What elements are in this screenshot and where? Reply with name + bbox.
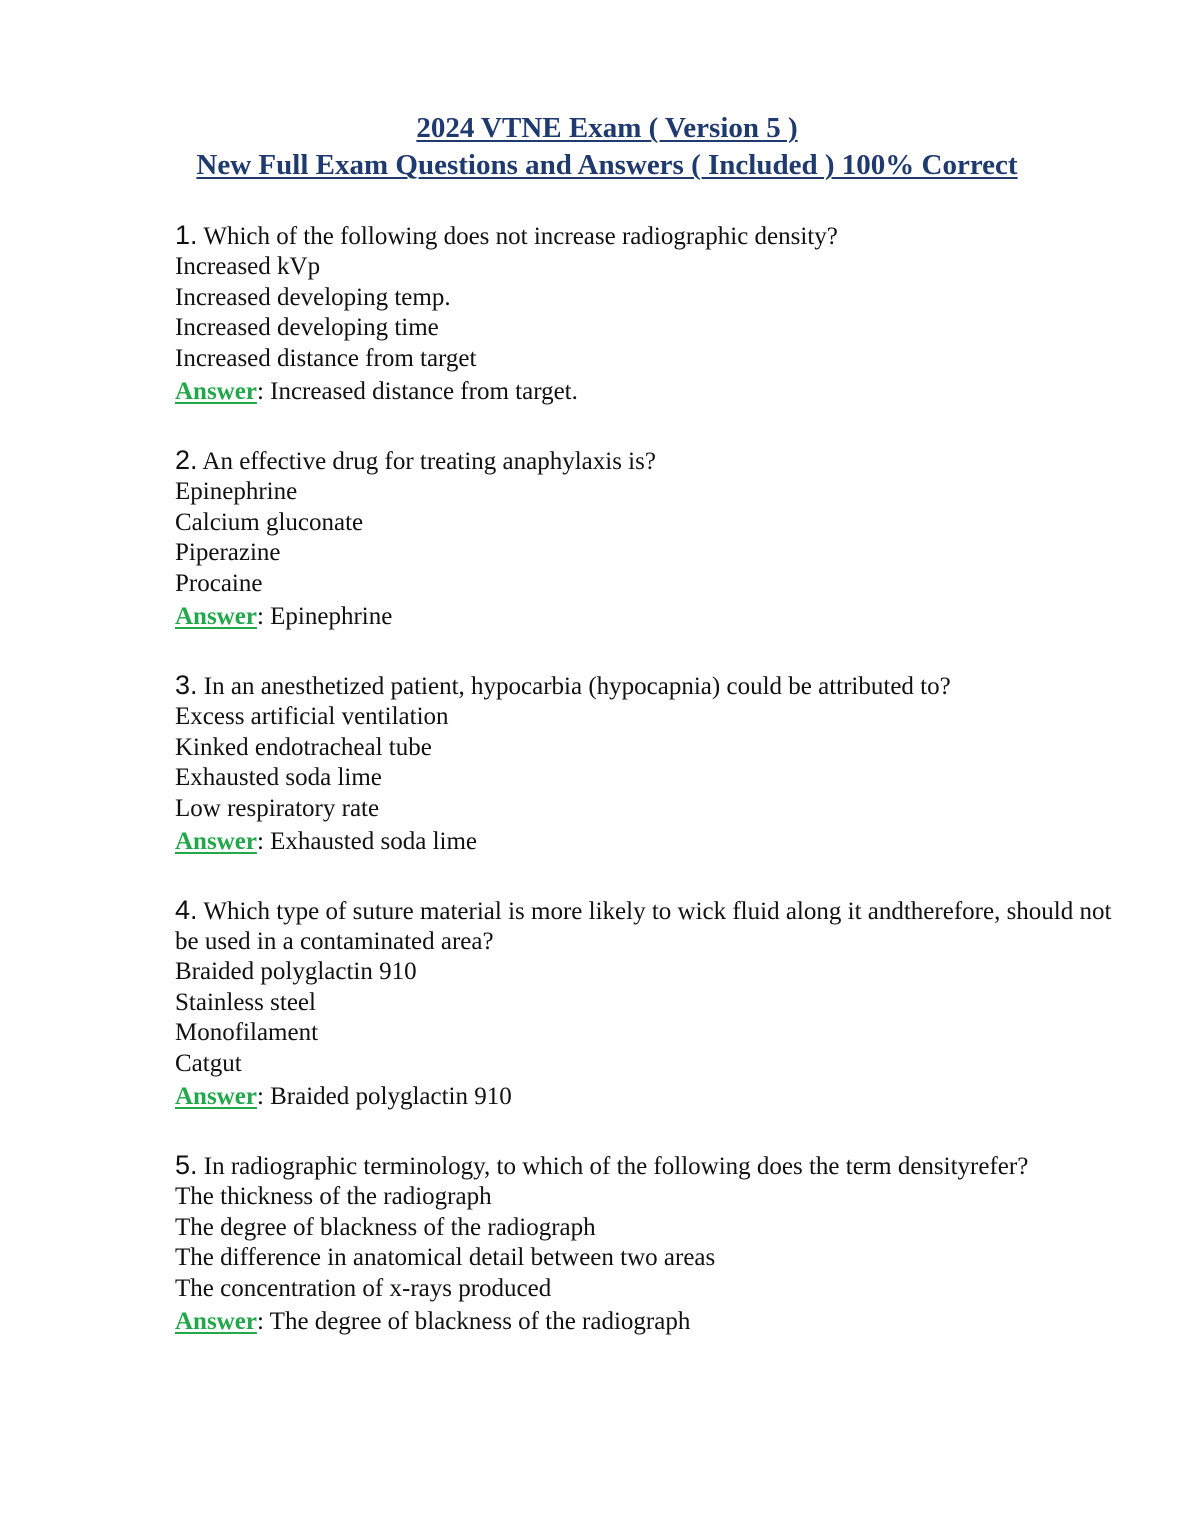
option: Low respiratory rate [175, 794, 380, 822]
answer-line [175, 827, 1115, 857]
question-number: 3. [175, 670, 198, 700]
answer-label: Answer [175, 1308, 257, 1335]
question-text [175, 1150, 1115, 1182]
question-5 [175, 1150, 1115, 1337]
question-number: 4. [175, 895, 198, 925]
answer-label: Answer [175, 1083, 257, 1110]
answer-label: Answer [175, 828, 257, 855]
question-number: 5. [175, 1150, 198, 1180]
document-subtitle: New Full Exam Questions and Answers ( Included ) 100% Correct [196, 149, 1018, 181]
answer-text: : Exhausted soda lime [256, 828, 478, 855]
question-number: 2. [175, 445, 198, 475]
question-text [175, 895, 1115, 957]
option: Increased developing time [175, 314, 439, 341]
answer-text: : Epinephrine [256, 603, 393, 630]
option: Exhausted soda lime [175, 764, 382, 791]
option: Calcium gluconate [175, 508, 364, 536]
answer-line [175, 1082, 1115, 1112]
option: Piperazine [175, 539, 281, 566]
answer-line [175, 1307, 1115, 1337]
question-1 [175, 220, 1115, 407]
option: Kinked endotracheal tube [175, 733, 432, 761]
question-4 [175, 895, 1115, 1112]
document-header [0, 110, 1190, 184]
option: Increased distance from target [175, 344, 477, 372]
question-text [175, 445, 1115, 477]
option: The thickness of the radiograph [175, 1183, 492, 1210]
document-title: 2024 VTNE Exam ( Version 5 ) [416, 112, 798, 144]
option: Excess artificial ventilation [175, 703, 449, 730]
answer-label: Answer [175, 603, 257, 630]
option: The degree of blackness of the radiograph [175, 1213, 596, 1241]
option: Stainless steel [175, 988, 316, 1016]
option: Catgut [175, 1049, 242, 1077]
option: Monofilament [175, 1019, 319, 1046]
question-text [175, 670, 1115, 702]
answer-text: : Braided polyglactin 910 [256, 1083, 512, 1110]
answer-text: : Increased distance from target. [256, 378, 578, 405]
option: Procaine [175, 569, 263, 597]
option: Increased developing temp. [175, 283, 451, 311]
question-prompt: In an anesthetized patient, hypocarbia (hypocapnia) could be attributed to? [203, 673, 951, 700]
option: Epinephrine [175, 478, 298, 505]
question-3 [175, 670, 1115, 857]
question-number: 1. [175, 220, 198, 250]
answer-label: Answer [175, 378, 257, 405]
option: Increased kVp [175, 253, 321, 280]
option: Braided polyglactin 910 [175, 958, 417, 985]
option: The difference in anatomical detail between two areas [175, 1244, 716, 1271]
question-list [175, 220, 1115, 1375]
option: The concentration of x-rays produced [175, 1274, 552, 1302]
question-text [175, 220, 1115, 252]
answer-line [175, 377, 1115, 407]
question-prompt: Which type of suture material is more likely to wick fluid along it andtherefore, should not be used in a contaminated area? [175, 898, 1112, 955]
answer-text: : The degree of blackness of the radiograph [256, 1308, 691, 1335]
question-prompt: An effective drug for treating anaphylaxis is? [202, 448, 656, 475]
question-prompt: In radiographic terminology, to which of the following does the term densityrefer? [203, 1153, 1029, 1180]
question-prompt: Which of the following does not increase radiographic density? [203, 223, 838, 250]
answer-line [175, 602, 1115, 632]
question-2 [175, 445, 1115, 632]
